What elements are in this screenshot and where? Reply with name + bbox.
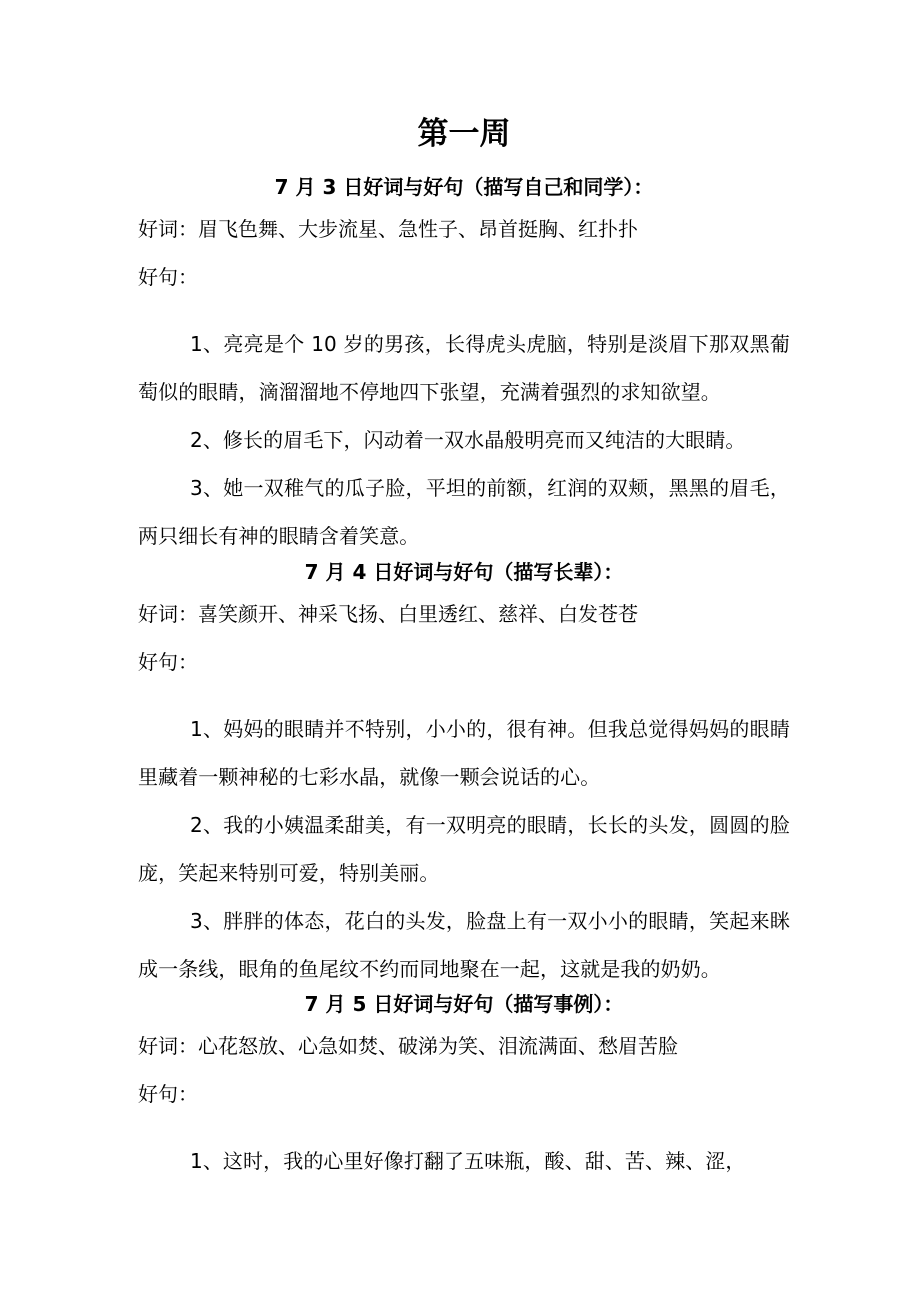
good-words-text: 心花怒放、心急如焚、破涕为笑、泪流满面、愁眉苦脸 (198, 1034, 678, 1058)
good-sentences-label: 好句： (138, 650, 198, 674)
section-july-5 (138, 989, 790, 1185)
sentence-item: 3、胖胖的体态，花白的头发，脸盘上有一双小小的眼睛，笑起来眯成一条线，眼角的鱼尾纹不约而同地聚在一起，这就是我的奶奶。 (138, 909, 790, 981)
good-words-line (138, 1031, 790, 1061)
good-words-label: 好词： (138, 217, 198, 241)
good-sentences-label: 好句： (138, 265, 198, 289)
sentence-item: 2、修长的眉毛下，闪动着一双水晶般明亮而又纯洁的大眼睛。 (190, 428, 746, 452)
good-words-text: 喜笑颜开、神采飞扬、白里透红、慈祥、白发苍苍 (198, 602, 638, 626)
good-words-label: 好词： (138, 1034, 198, 1058)
sentence-item: 3、她一双稚气的瓜子脸，平坦的前额，红润的双颊，黑黑的眉毛，两只细长有神的眼睛含着笑意。 (138, 476, 790, 548)
good-words-text: 眉飞色舞、大步流星、急性子、昂首挺胸、红扑扑 (198, 217, 638, 241)
page-title: 第一周 (417, 116, 511, 152)
section-heading: 7 月 3 日好词与好句（描写自己和同学）： (274, 175, 654, 199)
sentence-item: 1、这时，我的心里好像打翻了五味瓶，酸、甜、苦、辣、涩， (190, 1149, 746, 1173)
good-words-line (138, 599, 790, 629)
sentence-item: 2、我的小姨温柔甜美，有一双明亮的眼睛，长长的头发，圆圆的脸庞，笑起来特别可爱，特别美丽。 (138, 813, 790, 885)
sentence-item: 1、妈妈的眼睛并不特别，小小的，很有神。但我总觉得妈妈的眼睛里藏着一颗神秘的七彩水晶，就像一颗会说话的心。 (138, 717, 790, 789)
section-july-3 (138, 172, 790, 560)
good-words-line (138, 214, 790, 244)
sentence-item: 1、亮亮是个 10 岁的男孩，长得虎头虎脑，特别是淡眉下那双黑葡萄似的眼睛，滴溜溜地不停地四下张望，充满着强烈的求知欲望。 (138, 332, 790, 404)
section-heading: 7 月 5 日好词与好句（描写事例）： (304, 992, 624, 1016)
good-sentences-label: 好句： (138, 1082, 198, 1106)
section-heading: 7 月 4 日好词与好句（描写长辈）： (304, 560, 624, 584)
section-july-4 (138, 557, 790, 993)
good-words-label: 好词： (138, 602, 198, 626)
